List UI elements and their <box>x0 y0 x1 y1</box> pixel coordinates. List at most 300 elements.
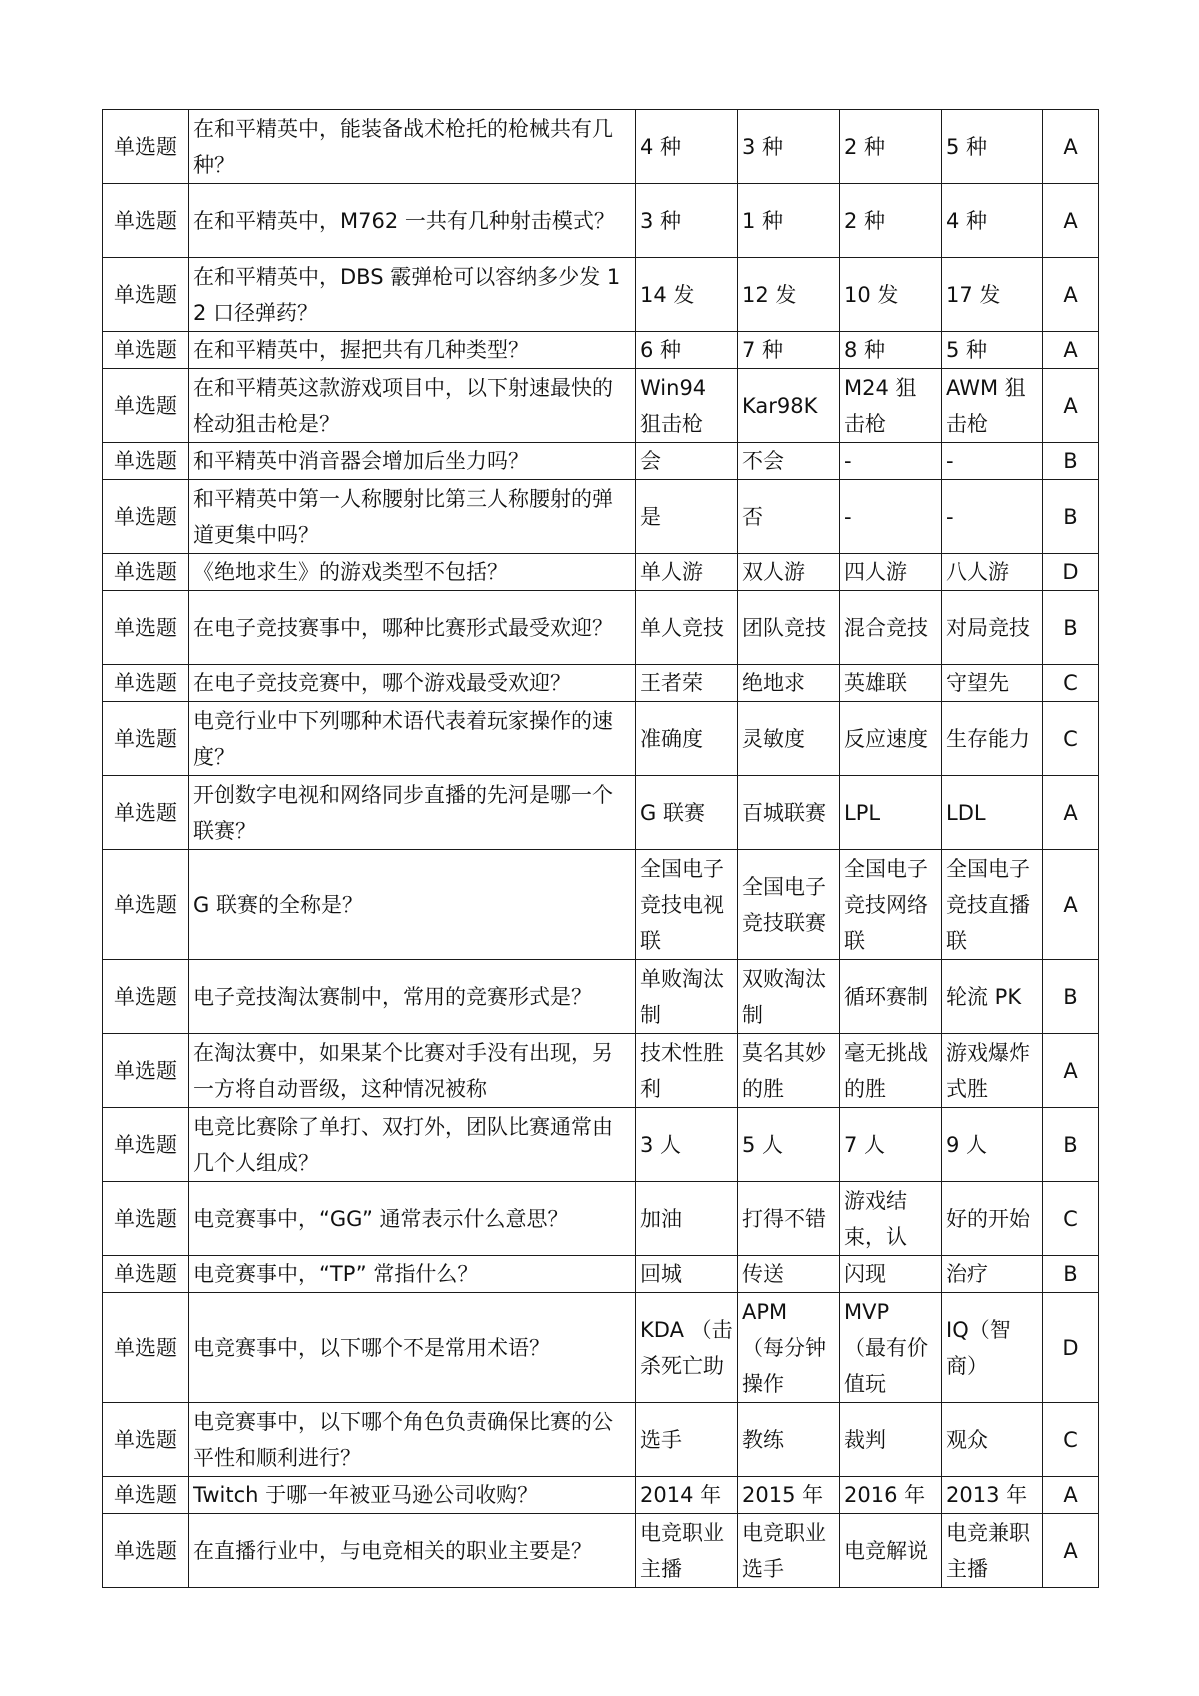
answer-text: A <box>1063 892 1078 917</box>
table-row <box>103 332 1099 369</box>
option-a-text: G 联赛 <box>640 800 705 825</box>
question-text-text: 在和平精英中，握把共有几种类型？ <box>193 338 529 362</box>
option-b-cell <box>738 332 840 369</box>
table-row <box>103 702 1099 776</box>
table-row <box>103 1403 1099 1477</box>
quiz-table-body <box>103 110 1099 1588</box>
option-c-text: LPL <box>844 800 881 825</box>
question-type-text: 单选题 <box>114 1206 177 1231</box>
option-d-cell <box>942 1293 1043 1403</box>
question-text-text: 电竞赛事中，以下哪个不是常用术语？ <box>193 1335 550 1360</box>
answer-cell <box>1043 258 1099 332</box>
option-b-cell <box>738 184 840 258</box>
option-b-cell <box>738 1182 840 1256</box>
table-row <box>103 665 1099 702</box>
option-d-cell <box>942 1514 1043 1588</box>
option-d-cell <box>942 1182 1043 1256</box>
question-text-cell <box>189 1514 636 1588</box>
option-a-cell <box>636 960 738 1034</box>
option-b-cell <box>738 665 840 702</box>
option-c-cell <box>840 1182 942 1256</box>
question-type-cell <box>103 369 189 443</box>
question-type-text: 单选题 <box>114 1262 177 1286</box>
option-c-text: 游戏结束，认 <box>844 1188 907 1249</box>
question-type-cell <box>103 850 189 960</box>
option-d-cell <box>942 960 1043 1034</box>
answer-cell <box>1043 184 1099 258</box>
option-b-cell <box>738 480 840 554</box>
table-row <box>103 554 1099 591</box>
option-c-text: 四人游 <box>844 560 907 584</box>
question-text-text: 在和平精英这款游戏项目中，以下射速最快的栓动狙击枪是？ <box>193 375 613 436</box>
option-c-cell <box>840 850 942 960</box>
option-c-cell <box>840 1108 942 1182</box>
option-d-text: 全国电子竞技直播联 <box>946 856 1030 953</box>
question-text-cell <box>189 702 636 776</box>
question-text-cell <box>189 591 636 665</box>
question-text-cell <box>189 1293 636 1403</box>
option-a-cell <box>636 258 738 332</box>
question-text-cell <box>189 1034 636 1108</box>
table-row <box>103 1514 1099 1588</box>
question-type-text: 单选题 <box>114 1132 177 1157</box>
option-a-cell <box>636 554 738 591</box>
question-type-cell <box>103 1403 189 1477</box>
question-text-cell <box>189 480 636 554</box>
answer-cell <box>1043 1108 1099 1182</box>
question-type-text: 单选题 <box>114 208 177 233</box>
option-a-text: 6 种 <box>640 338 682 362</box>
option-b-text: 不会 <box>742 449 784 473</box>
option-c-cell <box>840 332 942 369</box>
option-a-cell <box>636 184 738 258</box>
table-row <box>103 960 1099 1034</box>
option-a-text: 单人竞技 <box>640 615 724 640</box>
question-type-cell <box>103 960 189 1034</box>
question-type-cell <box>103 554 189 591</box>
answer-text: B <box>1063 1132 1078 1157</box>
option-a-cell <box>636 702 738 776</box>
question-text-text: 在电子竞技竞赛中，哪个游戏最受欢迎？ <box>193 671 571 695</box>
option-b-cell <box>738 591 840 665</box>
option-c-cell <box>840 184 942 258</box>
question-type-cell <box>103 776 189 850</box>
option-d-text: 轮流 PK <box>946 984 1022 1009</box>
option-b-text: 团队竞技 <box>742 615 826 640</box>
answer-text: C <box>1063 671 1078 695</box>
option-c-text: 8 种 <box>844 338 886 362</box>
option-d-cell <box>942 480 1043 554</box>
question-text-text: 和平精英中消音器会增加后坐力吗？ <box>193 449 529 473</box>
option-c-text: 闪现 <box>844 1262 886 1286</box>
question-type-cell <box>103 591 189 665</box>
option-c-text: 毫无挑战的胜 <box>844 1040 928 1101</box>
answer-cell <box>1043 443 1099 480</box>
table-row <box>103 184 1099 258</box>
option-d-cell <box>942 184 1043 258</box>
question-text-cell <box>189 776 636 850</box>
question-text-text: 电竞比赛除了单打、双打外，团队比赛通常由几个人组成？ <box>193 1114 613 1175</box>
option-d-cell <box>942 591 1043 665</box>
question-type-text: 单选题 <box>114 1335 177 1360</box>
table-row <box>103 776 1099 850</box>
question-text-cell <box>189 1108 636 1182</box>
option-c-text: 裁判 <box>844 1427 886 1452</box>
option-b-text: 莫名其妙的胜 <box>742 1040 826 1101</box>
answer-cell <box>1043 960 1099 1034</box>
option-d-cell <box>942 702 1043 776</box>
question-type-cell <box>103 480 189 554</box>
option-b-cell <box>738 1034 840 1108</box>
option-c-cell <box>840 110 942 184</box>
answer-text: B <box>1063 615 1078 640</box>
answer-text: C <box>1063 726 1078 751</box>
question-text-text: 在和平精英中，能装备战术枪托的枪械共有几种？ <box>193 116 613 177</box>
option-d-text: 治疗 <box>946 1262 988 1286</box>
option-d-cell <box>942 776 1043 850</box>
option-d-cell <box>942 1256 1043 1293</box>
question-text-text: 在和平精英中，DBS 霰弹枪可以容纳多少发 12 口径弹药？ <box>193 264 621 325</box>
question-text-cell <box>189 665 636 702</box>
question-type-cell <box>103 1477 189 1514</box>
table-row <box>103 480 1099 554</box>
option-d-cell <box>942 332 1043 369</box>
question-text-cell <box>189 850 636 960</box>
option-d-text: 守望先 <box>946 671 1009 695</box>
option-b-text: 双败淘汰制 <box>742 966 826 1027</box>
answer-cell <box>1043 776 1099 850</box>
quiz-table <box>102 109 1099 1588</box>
table-row <box>103 1477 1099 1514</box>
question-text-text: 电竞行业中下列哪种术语代表着玩家操作的速度？ <box>193 708 613 769</box>
option-d-text: - <box>946 449 954 473</box>
option-c-text: 2 种 <box>844 134 886 159</box>
option-d-text: 观众 <box>946 1427 988 1452</box>
option-b-cell <box>738 776 840 850</box>
option-c-text: 10 发 <box>844 282 899 307</box>
option-d-text: 2013 年 <box>946 1483 1028 1507</box>
option-b-cell <box>738 1403 840 1477</box>
question-type-cell <box>103 1108 189 1182</box>
option-a-text: 14 发 <box>640 282 695 307</box>
answer-text: C <box>1063 1427 1078 1452</box>
option-b-text: 3 种 <box>742 134 784 159</box>
answer-cell <box>1043 1034 1099 1108</box>
option-b-text: 百城联赛 <box>742 800 826 825</box>
option-a-cell <box>636 1403 738 1477</box>
option-d-text: LDL <box>946 800 986 825</box>
question-text-text: 在电子竞技赛事中，哪种比赛形式最受欢迎？ <box>193 615 613 640</box>
option-b-text: 打得不错 <box>742 1206 826 1231</box>
option-a-cell <box>636 1293 738 1403</box>
option-b-text: 7 种 <box>742 338 784 362</box>
answer-text: B <box>1063 1262 1078 1286</box>
question-type-cell <box>103 1034 189 1108</box>
option-d-text: 生存能力 <box>946 726 1030 751</box>
option-b-cell <box>738 1256 840 1293</box>
option-a-text: 回城 <box>640 1262 682 1286</box>
option-c-text: 全国电子竞技网络联 <box>844 856 928 953</box>
option-d-text: 17 发 <box>946 282 1001 307</box>
table-row <box>103 591 1099 665</box>
option-c-text: MVP （最有价值玩 <box>844 1299 928 1396</box>
option-c-text: M24 狙击枪 <box>844 375 917 436</box>
option-a-cell <box>636 1108 738 1182</box>
question-text-text: 电竞赛事中，“TP” 常指什么？ <box>193 1262 479 1286</box>
question-type-text: 单选题 <box>114 1427 177 1452</box>
option-b-text: 否 <box>742 504 763 529</box>
question-text-text: 电子竞技淘汰赛制中，常用的竞赛形式是？ <box>193 984 592 1009</box>
question-text-cell <box>189 554 636 591</box>
answer-cell <box>1043 480 1099 554</box>
answer-text: A <box>1063 134 1078 159</box>
option-a-text: 是 <box>640 504 661 529</box>
answer-text: A <box>1063 208 1078 233</box>
option-c-cell <box>840 1477 942 1514</box>
option-d-cell <box>942 369 1043 443</box>
answer-cell <box>1043 591 1099 665</box>
option-d-cell <box>942 665 1043 702</box>
option-c-cell <box>840 1403 942 1477</box>
option-b-text: APM （每分钟操作 <box>742 1299 826 1396</box>
option-b-cell <box>738 1477 840 1514</box>
option-d-cell <box>942 1403 1043 1477</box>
table-row <box>103 1108 1099 1182</box>
option-b-text: 全国电子竞技联赛 <box>742 874 826 935</box>
table-row <box>103 258 1099 332</box>
option-a-cell <box>636 1514 738 1588</box>
answer-cell <box>1043 554 1099 591</box>
option-d-cell <box>942 1108 1043 1182</box>
answer-cell <box>1043 1514 1099 1588</box>
option-c-text: - <box>844 449 852 473</box>
question-text-cell <box>189 1256 636 1293</box>
option-b-cell <box>738 554 840 591</box>
answer-cell <box>1043 665 1099 702</box>
option-a-text: 单败淘汰制 <box>640 966 724 1027</box>
answer-text: B <box>1063 984 1078 1009</box>
question-type-cell <box>103 332 189 369</box>
question-type-text: 单选题 <box>114 671 177 695</box>
option-c-cell <box>840 776 942 850</box>
table-row <box>103 110 1099 184</box>
question-type-text: 单选题 <box>114 560 177 584</box>
option-d-text: 5 种 <box>946 338 988 362</box>
question-text-cell <box>189 184 636 258</box>
option-a-cell <box>636 443 738 480</box>
option-a-text: 加油 <box>640 1206 682 1231</box>
question-text-cell <box>189 960 636 1034</box>
option-a-cell <box>636 591 738 665</box>
answer-text: A <box>1063 800 1078 825</box>
option-d-text: - <box>946 504 954 529</box>
question-text-text: Twitch 于哪一年被亚马逊公司收购？ <box>193 1483 539 1507</box>
option-b-text: 传送 <box>742 1262 784 1286</box>
option-c-cell <box>840 443 942 480</box>
option-a-cell <box>636 332 738 369</box>
option-c-text: 英雄联 <box>844 671 907 695</box>
option-c-cell <box>840 960 942 1034</box>
option-d-cell <box>942 443 1043 480</box>
question-text-text: 在直播行业中，与电竞相关的职业主要是？ <box>193 1538 592 1563</box>
option-d-text: 4 种 <box>946 208 988 233</box>
option-d-text: 好的开始 <box>946 1206 1030 1231</box>
option-a-cell <box>636 480 738 554</box>
option-b-cell <box>738 850 840 960</box>
option-c-cell <box>840 1514 942 1588</box>
question-type-cell <box>103 258 189 332</box>
answer-cell <box>1043 1403 1099 1477</box>
option-a-text: 王者荣 <box>640 671 703 695</box>
option-a-cell <box>636 776 738 850</box>
option-c-cell <box>840 702 942 776</box>
answer-text: A <box>1063 282 1078 307</box>
answer-text: B <box>1063 449 1078 473</box>
answer-cell <box>1043 1182 1099 1256</box>
answer-text: D <box>1062 1335 1079 1360</box>
question-type-text: 单选题 <box>114 393 177 418</box>
option-d-text: 电竞兼职主播 <box>946 1520 1030 1581</box>
question-type-text: 单选题 <box>114 1058 177 1083</box>
option-c-text: 电竞解说 <box>844 1538 928 1563</box>
table-row <box>103 850 1099 960</box>
question-type-cell <box>103 184 189 258</box>
question-type-text: 单选题 <box>114 726 177 751</box>
question-type-text: 单选题 <box>114 1483 177 1507</box>
option-b-text: 12 发 <box>742 282 797 307</box>
answer-cell <box>1043 110 1099 184</box>
option-a-cell <box>636 1034 738 1108</box>
option-b-cell <box>738 1293 840 1403</box>
answer-cell <box>1043 850 1099 960</box>
option-b-text: Kar98K <box>742 393 818 418</box>
option-c-text: 7 人 <box>844 1132 886 1157</box>
option-b-text: 双人游 <box>742 560 805 584</box>
question-type-cell <box>103 702 189 776</box>
table-row <box>103 1293 1099 1403</box>
option-b-text: 1 种 <box>742 208 784 233</box>
option-c-text: - <box>844 504 852 529</box>
option-c-cell <box>840 369 942 443</box>
option-a-cell <box>636 1477 738 1514</box>
option-a-cell <box>636 850 738 960</box>
question-text-cell <box>189 1403 636 1477</box>
answer-text: A <box>1063 393 1078 418</box>
option-a-text: 准确度 <box>640 726 703 751</box>
option-a-text: 2014 年 <box>640 1483 722 1507</box>
option-d-text: AWM 狙击枪 <box>946 375 1026 436</box>
option-d-text: 5 种 <box>946 134 988 159</box>
option-d-text: 游戏爆炸式胜 <box>946 1040 1030 1101</box>
question-type-text: 单选题 <box>114 1538 177 1563</box>
question-type-text: 单选题 <box>114 504 177 529</box>
option-b-cell <box>738 443 840 480</box>
option-d-cell <box>942 110 1043 184</box>
question-text-cell <box>189 1477 636 1514</box>
question-text-cell <box>189 369 636 443</box>
option-b-text: 2015 年 <box>742 1483 824 1507</box>
question-text-text: G 联赛的全称是？ <box>193 892 363 917</box>
option-c-text: 2016 年 <box>844 1483 926 1507</box>
option-a-text: 电竞职业主播 <box>640 1520 724 1581</box>
question-text-text: 电竞赛事中，“GG” 通常表示什么意思？ <box>193 1206 569 1231</box>
option-a-text: 3 种 <box>640 208 682 233</box>
option-d-text: 对局竞技 <box>946 615 1030 640</box>
option-d-text: 9 人 <box>946 1132 988 1157</box>
option-a-cell <box>636 1256 738 1293</box>
option-c-cell <box>840 1293 942 1403</box>
option-a-text: 全国电子竞技电视联 <box>640 856 724 953</box>
option-a-text: Win94 狙击枪 <box>640 375 707 436</box>
question-text-text: 《绝地求生》的游戏类型不包括？ <box>193 560 508 584</box>
option-a-cell <box>636 110 738 184</box>
option-d-cell <box>942 258 1043 332</box>
option-b-text: 5 人 <box>742 1132 784 1157</box>
answer-text: C <box>1063 1206 1078 1231</box>
question-text-cell <box>189 332 636 369</box>
question-type-text: 单选题 <box>114 134 177 159</box>
table-row <box>103 443 1099 480</box>
question-type-cell <box>103 1514 189 1588</box>
option-b-cell <box>738 1108 840 1182</box>
option-b-cell <box>738 1514 840 1588</box>
question-type-text: 单选题 <box>114 984 177 1009</box>
option-c-text: 循环赛制 <box>844 984 928 1009</box>
table-row <box>103 1256 1099 1293</box>
option-a-text: 3 人 <box>640 1132 682 1157</box>
question-text-cell <box>189 1182 636 1256</box>
option-b-cell <box>738 960 840 1034</box>
answer-text: A <box>1063 1058 1078 1083</box>
option-c-text: 反应速度 <box>844 726 928 751</box>
table-row <box>103 369 1099 443</box>
question-text-cell <box>189 258 636 332</box>
option-d-text: 八人游 <box>946 560 1009 584</box>
option-d-cell <box>942 850 1043 960</box>
option-d-cell <box>942 554 1043 591</box>
option-c-cell <box>840 480 942 554</box>
question-type-cell <box>103 110 189 184</box>
answer-text: A <box>1063 1483 1078 1507</box>
option-c-cell <box>840 1034 942 1108</box>
question-text-cell <box>189 110 636 184</box>
table-row <box>103 1182 1099 1256</box>
question-type-text: 单选题 <box>114 282 177 307</box>
option-b-cell <box>738 369 840 443</box>
question-type-text: 单选题 <box>114 615 177 640</box>
answer-cell <box>1043 1293 1099 1403</box>
question-text-text: 电竞赛事中，以下哪个角色负责确保比赛的公平性和顺利进行？ <box>193 1409 613 1470</box>
question-text-cell <box>189 443 636 480</box>
option-c-cell <box>840 258 942 332</box>
answer-text: A <box>1063 1538 1078 1563</box>
option-a-text: KDA （击杀死亡助 <box>640 1317 733 1378</box>
question-text-text: 开创数字电视和网络同步直播的先河是哪一个联赛？ <box>193 782 613 843</box>
question-type-cell <box>103 1256 189 1293</box>
question-type-cell <box>103 665 189 702</box>
option-c-cell <box>840 554 942 591</box>
question-text-text: 和平精英中第一人称腰射比第三人称腰射的弹道更集中吗？ <box>193 486 613 547</box>
option-b-text: 灵敏度 <box>742 726 805 751</box>
option-a-text: 技术性胜利 <box>640 1040 724 1101</box>
answer-text: D <box>1062 560 1079 584</box>
answer-cell <box>1043 332 1099 369</box>
option-c-text: 2 种 <box>844 208 886 233</box>
option-c-text: 混合竞技 <box>844 615 928 640</box>
option-b-cell <box>738 110 840 184</box>
question-type-text: 单选题 <box>114 449 177 473</box>
option-c-cell <box>840 591 942 665</box>
